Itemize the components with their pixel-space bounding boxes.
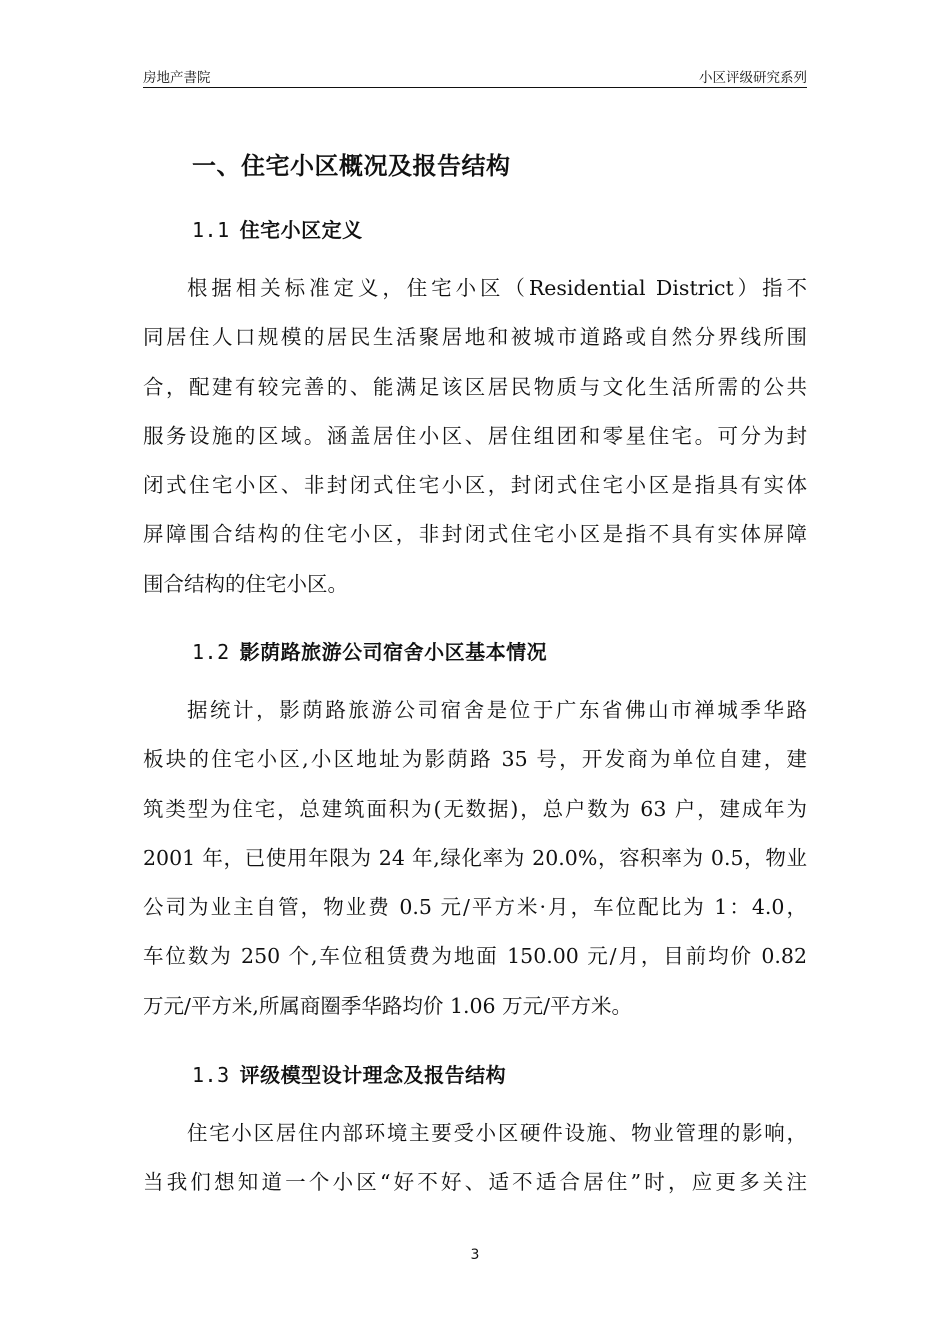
paragraph-line: 筑类型为住宅，总建筑面积为(无数据)，总户数为 63 户，建成年为 [143,796,807,821]
paragraph-line: 住宅小区居住内部环境主要受小区硬件设施、物业管理的影响， [187,1121,807,1145]
section-1-3-paragraph [143,1109,807,1208]
section-number: 1.1 [192,218,230,242]
header-left-text: 房地产書院 [143,70,211,86]
section-title: 住宅小区定义 [239,218,363,242]
paragraph-line: 根据相关标准定义，住宅小区（Residential District）指不 [187,276,807,300]
section-heading-1-3 [192,1059,506,1088]
page-header [143,64,807,86]
section-title: 影荫路旅游公司宿舍小区基本情况 [239,640,548,664]
paragraph-line: 板块的住宅小区,小区地址为影荫路 35 号，开发商为单位自建，建 [143,747,807,772]
paragraph-line: 屏障围合结构的住宅小区，非封闭式住宅小区是指不具有实体屏障 [143,522,807,547]
chapter-heading: 一、住宅小区概况及报告结构 [192,152,511,180]
section-number: 1.2 [192,640,230,664]
paragraph-line: 据统计，影荫路旅游公司宿舍是位于广东省佛山市禅城季华路 [187,698,807,722]
section-title: 评级模型设计理念及报告结构 [239,1063,507,1087]
paragraph-line: 当我们想知道一个小区“好不好、适不适合居住”时，应更多关注 [143,1170,807,1195]
paragraph-line: 闭式住宅小区、非封闭式住宅小区，封闭式住宅小区是指具有实体 [143,473,807,498]
paragraph-line: 公司为业主自管，物业费 0.5 元/平方米·月，车位配比为 1：4.0， [143,895,807,920]
section-number: 1.3 [192,1063,230,1087]
paragraph-line: 围合结构的住宅小区。 [143,571,348,596]
header-divider [143,87,807,88]
section-heading-1-1 [192,214,363,243]
page-number: 3 [470,1247,480,1263]
paragraph-line: 万元/平方米,所属商圈季华路均价 1.06 万元/平方米。 [143,993,633,1018]
paragraph-line: 合，配建有较完善的、能满足该区居民物质与文化生活所需的公共 [143,374,807,399]
paragraph-line: 2001 年，已使用年限为 24 年,绿化率为 20.0%，容积率为 0.5，物业 [143,845,807,870]
section-1-2-paragraph [143,686,807,1031]
header-right-text: 小区评级研究系列 [699,70,807,86]
paragraph-line: 同居住人口规模的居民生活聚居地和被城市道路或自然分界线所围 [143,325,807,350]
paragraph-line: 车位数为 250 个,车位租赁费为地面 150.00 元/月，目前均价 0.82 [143,944,807,969]
paragraph-line: 服务设施的区域。涵盖居住小区、居住组团和零星住宅。可分为封 [143,423,807,448]
section-heading-1-2 [192,636,547,665]
section-1-1-paragraph [143,264,807,609]
